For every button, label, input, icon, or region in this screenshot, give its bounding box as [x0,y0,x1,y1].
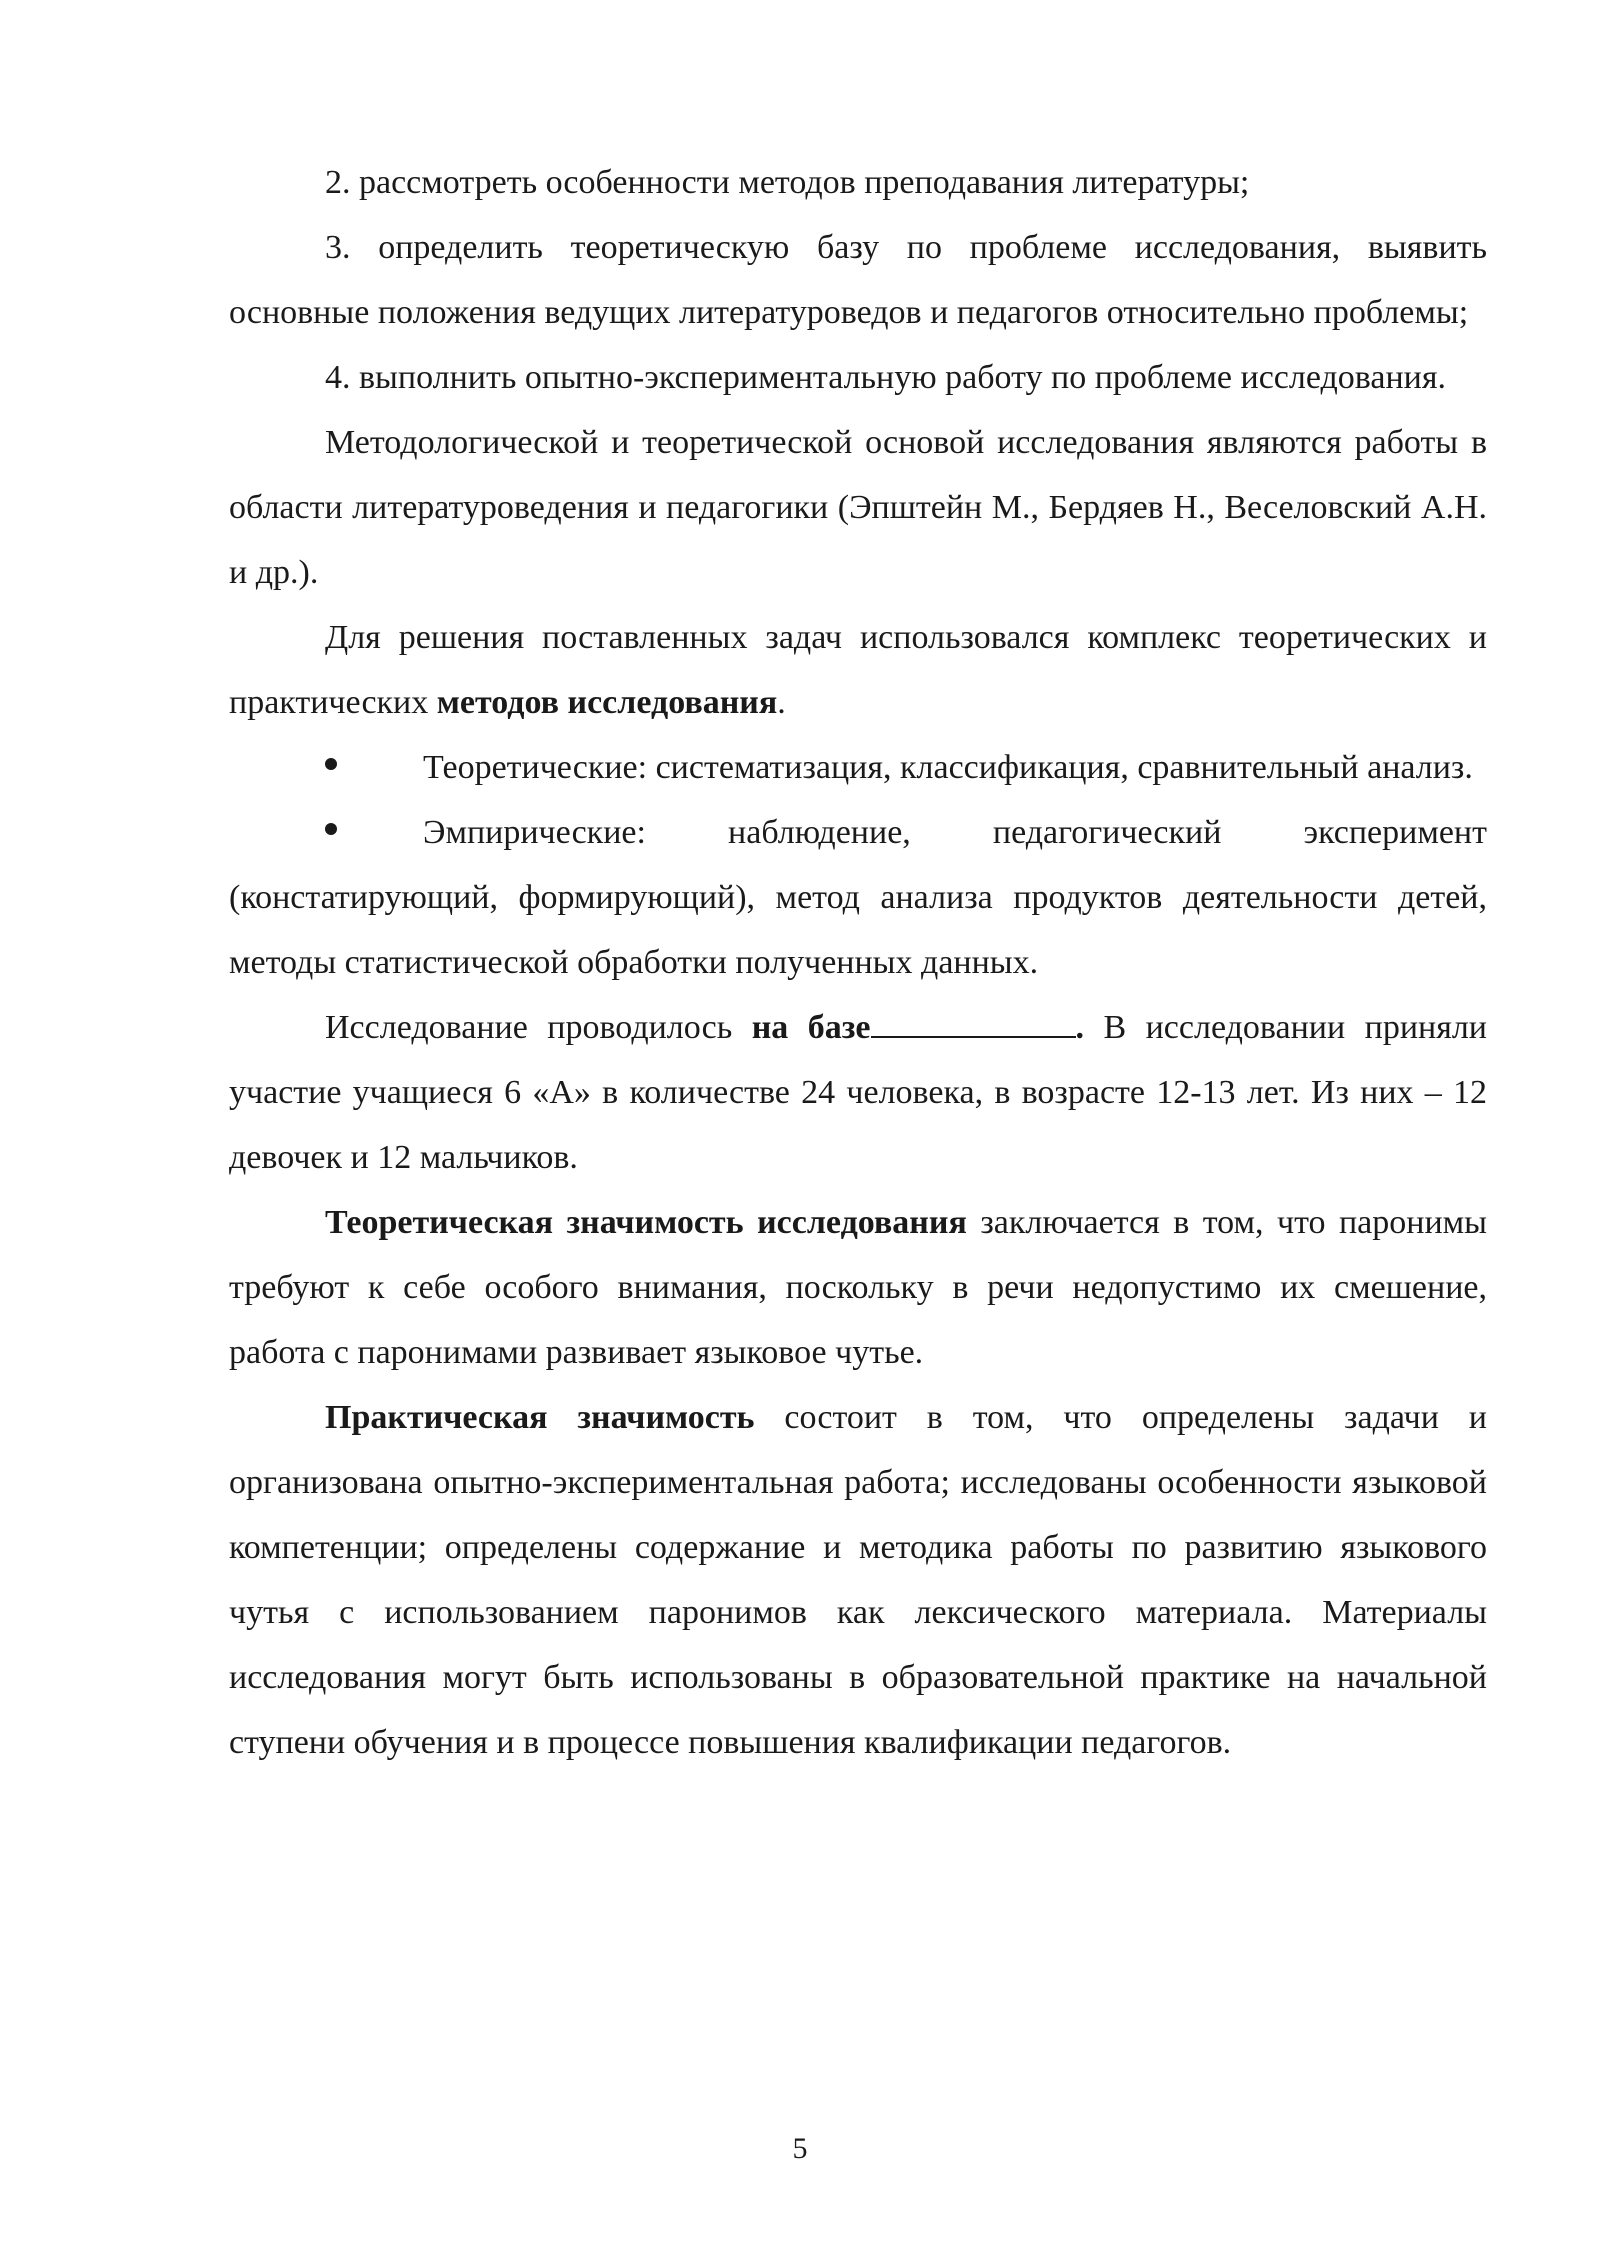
methods-intro-text: Для решения поставленных задач использовался комплекс теоретических и практических [229,619,1487,721]
bullet-dot-icon [325,758,337,770]
research-base-bold: на базе [751,1009,871,1046]
research-base-paragraph [229,995,1487,1190]
methods-intro-paragraph [229,605,1487,735]
methods-intro-end: . [777,684,786,721]
bullet-dot-icon [325,823,337,835]
bullet-text-theoretical: Теоретические: систематизация, классификация, сравнительный анализ. [423,749,1473,786]
methods-intro-bold: методов исследования [436,684,778,721]
bullet-item-empirical [229,800,1487,995]
theoretical-significance-paragraph [229,1190,1487,1385]
task-item-3: 3. определить теоретическую базу по проблеме исследования, выявить основные положения ведущих литературоведов и педагогов относительно проблемы; [229,229,1487,331]
research-base-rest: В исследовании приняли участие учащиеся 6 «А» в количестве 24 человека, в возрасте 12-13 лет. Из них – 12 девочек и 12 мальчиков. [229,1009,1488,1176]
methodology-paragraph: Методологической и теоретической основой исследования являются работы в области литературоведения и педагогики (Эпштейн М., Бердяев Н., Веселовский А.Н. и др.). [229,424,1487,591]
research-base-blank [871,1006,1076,1038]
task-item-4: 4. выполнить опытно-экспериментальную работу по проблеме исследования. [325,359,1447,396]
theoretical-significance-heading: Теоретическая значимость исследования [325,1204,967,1241]
practical-significance-paragraph [229,1385,1487,1775]
body-text [229,150,1487,1775]
practical-significance-text: состоит в том, что определены задачи и организована опытно-экспериментальная работа; исследованы особенности языковой компетенции; определены содержание и методика работы по развитию языкового чутья с использованием паронимов как лексического материала. Материалы исследования могут быть использованы в образовательной практике на начальной ступени обучения и в процессе повышения квалификации педагогов. [229,1399,1487,1761]
research-base-period: . [1075,1009,1084,1046]
task-item-2: 2. рассмотреть особенности методов преподавания литературы; [325,164,1250,201]
bullet-item-theoretical [229,735,1487,800]
page-number: 5 [792,2132,808,2165]
bullet-text-empirical: Эмпирические: наблюдение, педагогический эксперимент (констатирующий, формирующий), метод анализа продуктов деятельности детей, методы статистической обработки полученных данных. [229,814,1487,981]
practical-significance-heading: Практическая значимость [325,1399,755,1436]
research-base-intro: Исследование проводилось [325,1009,752,1046]
theoretical-significance-text: заключается в том, что паронимы требуют к себе особого внимания, поскольку в речи недопустимо их смешение, работа с паронимами развивает языковое чутье. [229,1204,1488,1371]
